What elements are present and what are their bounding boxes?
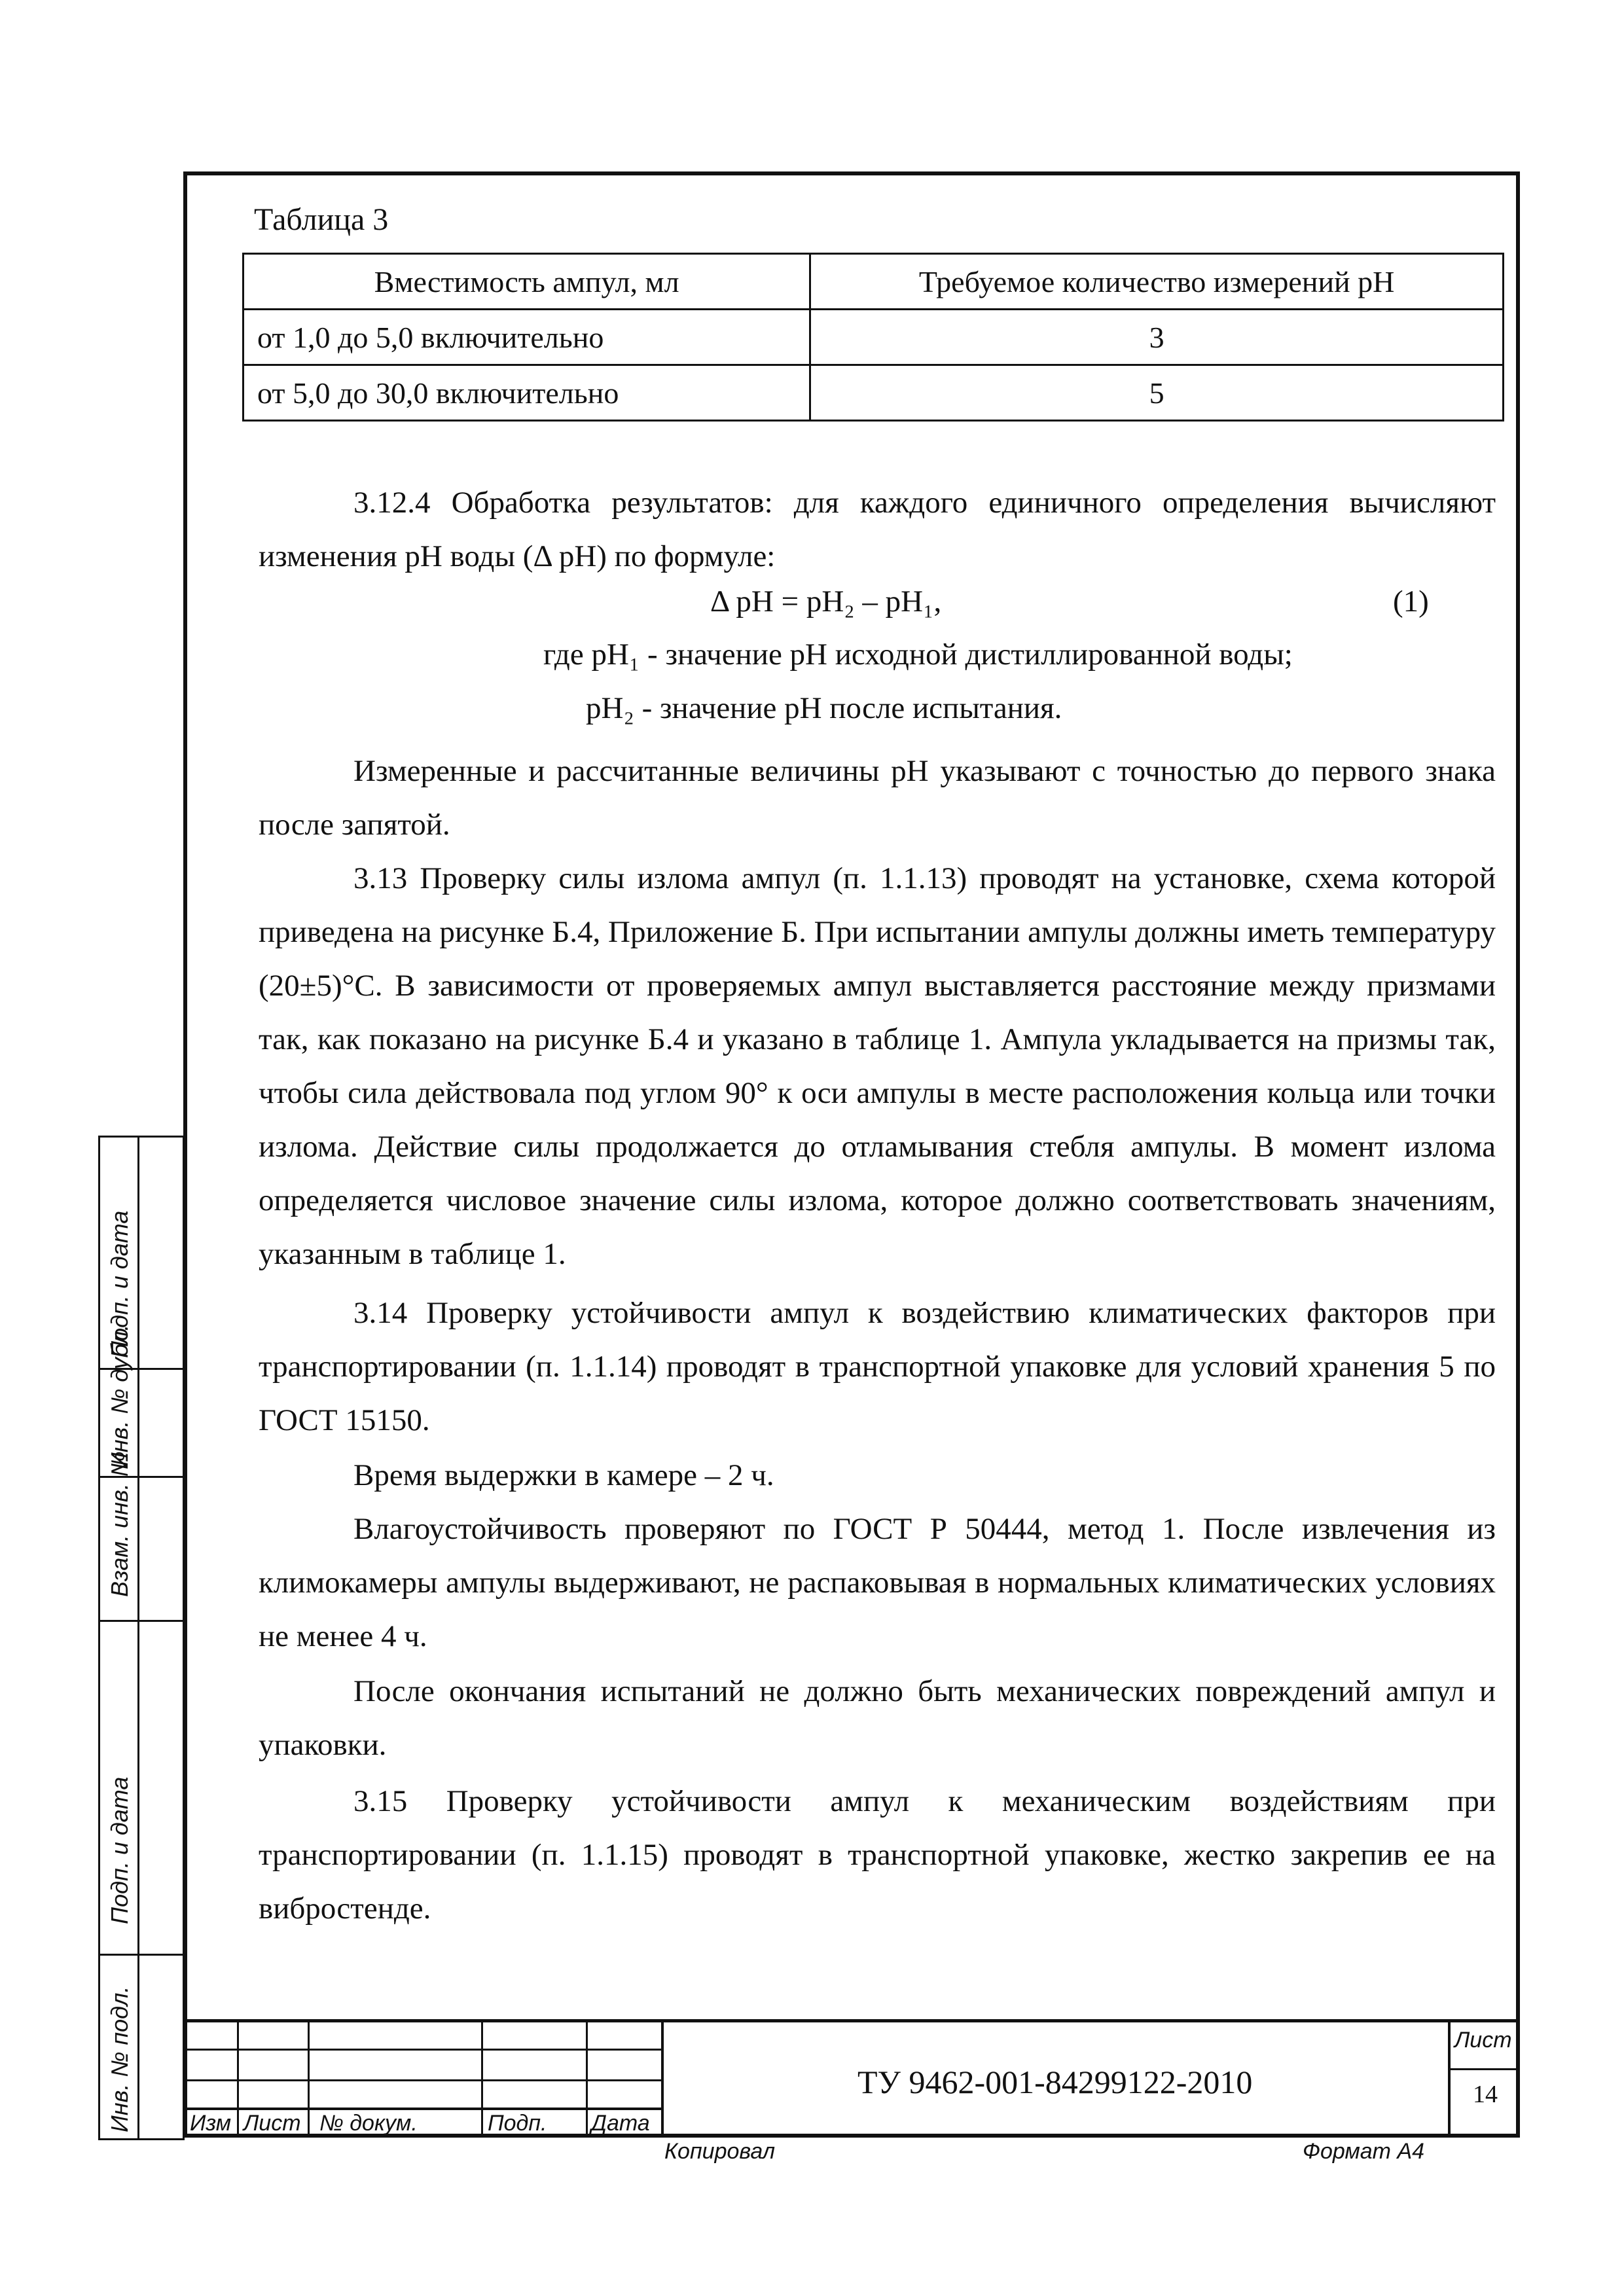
- paragraph-3-13: 3.13 Проверку силы излома ампул (п. 1.1.13) проводят на установке, схема которой приведена на рисунке Б.4, Приложение Б. При испытании ампулы должны иметь температуру (20±5)°С. В зависимости от проверяемых ампул выставляется расстояние между призмами так, как показано на рисунке Б.4 и указано в таблице 1. Ампула укладывается на призмы так, чтобы сила действовала под углом 90° к оси ампулы в месте расположения кольца или точки излома. Действие силы продолжается до отламывания стебля ампулы. В момент излома определяется числовое значение силы излома, которое должно соответствовать значениям, указанным в таблице 1.: [259, 861, 1496, 1271]
- format-label: Формат А4: [1303, 2139, 1425, 2164]
- paragraph-3-14: 3.14 Проверку устойчивости ампул к воздействию климатических факторов при транспортировании (п. 1.1.14) проводят в транспортной упаковке для условий хранения 5 по ГОСТ 15150.: [259, 1296, 1496, 1437]
- col-label-dokum: № докум.: [319, 2111, 418, 2136]
- stamp-vzam-inv: Взам. инв. №: [106, 1451, 133, 1597]
- formula: Δ pH = pH₂ – pH₁,: [710, 584, 942, 619]
- table-cell: от 5,0 до 30,0 включительно: [244, 365, 810, 421]
- stamp-inv-dubl: Инв. № дубл.: [106, 1324, 133, 1469]
- paragraph-3-15: 3.15 Проверку устойчивости ампул к механическим воздействиям при транспортировании (п. 1.1.15) проводят в транспортной упаковке, жестко закрепив ее на вибростенде.: [259, 1784, 1496, 1926]
- document-number: ТУ 9462-001-84299122-2010: [857, 2064, 1253, 2100]
- copied-label: Копировал: [664, 2139, 776, 2164]
- formula-where-1: где pH₁ - значение pH исходной дистиллированной воды;: [543, 637, 1293, 672]
- table-cell: 3: [810, 310, 1504, 365]
- stamp-podp-data-bottom: Подп. и дата: [106, 1776, 133, 1924]
- col-label-list: Лист: [244, 2111, 301, 2136]
- table-row: [244, 310, 1504, 365]
- table-row: [244, 365, 1504, 421]
- measurements-table: [242, 253, 1504, 422]
- paragraph-ph-precision: Измеренные и рассчитанные величины pH указывают с точностью до первого знака после запятой.: [259, 754, 1496, 842]
- table-cell: от 1,0 до 5,0 включительно: [244, 310, 810, 365]
- sheet-number: 14: [1473, 2081, 1498, 2108]
- paragraph-3-12-4: 3.12.4 Обработка результатов: для каждого единичного определения вычисляют изменения pH воды (Δ pH) по формуле:: [259, 486, 1496, 573]
- col-label-data: Дата: [591, 2111, 650, 2136]
- table-cell: 5: [810, 365, 1504, 421]
- paragraph-exposure-time: Время выдержки в камере – 2 ч.: [353, 1458, 774, 1492]
- sheet-label: Лист: [1454, 2028, 1512, 2053]
- formula-number: (1): [1393, 584, 1429, 619]
- col-label-izm: Изм: [190, 2111, 232, 2136]
- table-caption: Таблица 3: [254, 202, 389, 237]
- paragraph-humidity: Влагоустойчивость проверяют по ГОСТ Р 50444, метод 1. После извлечения из климокамеры ампулы выдерживают, не распаковывая в нормальных климатических условиях не менее 4 ч.: [259, 1512, 1496, 1653]
- stamp-podp-data-top: Подп. и дата: [106, 1210, 133, 1358]
- table-header-cell: Вместимость ампул, мл: [244, 254, 810, 310]
- paragraph-after-tests: После окончания испытаний не должно быть механических повреждений ампул и упаковки.: [259, 1674, 1496, 1762]
- formula-where-2: pH₂ - значение pH после испытания.: [586, 691, 1062, 725]
- table-header-cell: Требуемое количество измерений pH: [810, 254, 1504, 310]
- col-label-podp: Подп.: [488, 2111, 547, 2136]
- stamp-inv-podl: Инв. № подл.: [106, 1986, 133, 2132]
- table-header-row: [244, 254, 1504, 310]
